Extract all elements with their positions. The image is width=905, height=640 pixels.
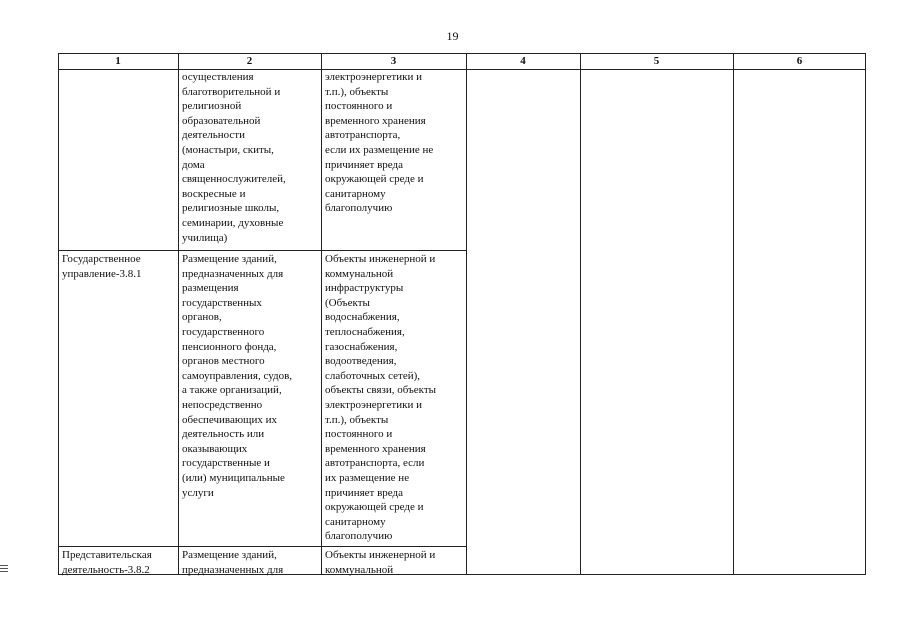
table-cell-r2-c2: Размещение зданий, предназначенных для размещения государственных органов, государственного пенсионного фонда, органов местного самоуправления, судов, а также организаций, непосредственно обеспечивающих их деятельность или оказывающих государственные и (или) муниципальные услуги: [182, 253, 293, 499]
column-header-3: 3: [390, 55, 397, 67]
column-divider: [733, 53, 734, 575]
column-divider: [466, 53, 467, 575]
column-divider: [321, 53, 322, 575]
page-number: 19: [446, 29, 459, 43]
table-cell-r3-c2: Размещение зданий, предназначенных для: [182, 549, 284, 576]
column-divider: [580, 53, 581, 575]
column-divider: [178, 53, 179, 575]
table-cell-r1-c3: электроэнергетики и т.п.), объекты постоянного и временного хранения автотранспорта, если их размещение не причиняет вреда окружающей среде и санитарному благополучию: [325, 71, 434, 215]
row-divider: [58, 546, 466, 547]
column-header-6: 6: [796, 55, 803, 67]
table-cell-r2-c3: Объекты инженерной и коммунальной инфраструктуры (Объекты водоснабжения, теплоснабжения, газоснабжения, водоотведения, слаботочных сетей), объекты связи, объекты электроэнергетики и т.п.), объекты постоянного и временного хранения автотранспорта, если их размещение не причиняет вреда окружающей среде и санитарному благополучию: [325, 253, 437, 543]
table-cell-r1-c2: осуществления благотворительной и религиозной образовательной деятельности (монастыри, скиты, дома священнослужителей, воскресные и религиозные школы, семинарии, духовные училища): [182, 71, 286, 244]
row-divider: [58, 250, 466, 251]
table-cell-r3-c3: Объекты инженерной и коммунальной: [325, 549, 436, 576]
scan-margin-mark: [0, 565, 8, 574]
column-header-4: 4: [520, 55, 526, 67]
column-header-2: 2: [246, 55, 253, 67]
table-cell-r3-c1: Представительская деятельность-3.8.2: [62, 549, 152, 576]
column-header-5: 5: [653, 55, 660, 67]
column-header-1: 1: [115, 55, 121, 67]
table-cell-r2-c1: Государственное управление-3.8.1: [62, 253, 142, 280]
